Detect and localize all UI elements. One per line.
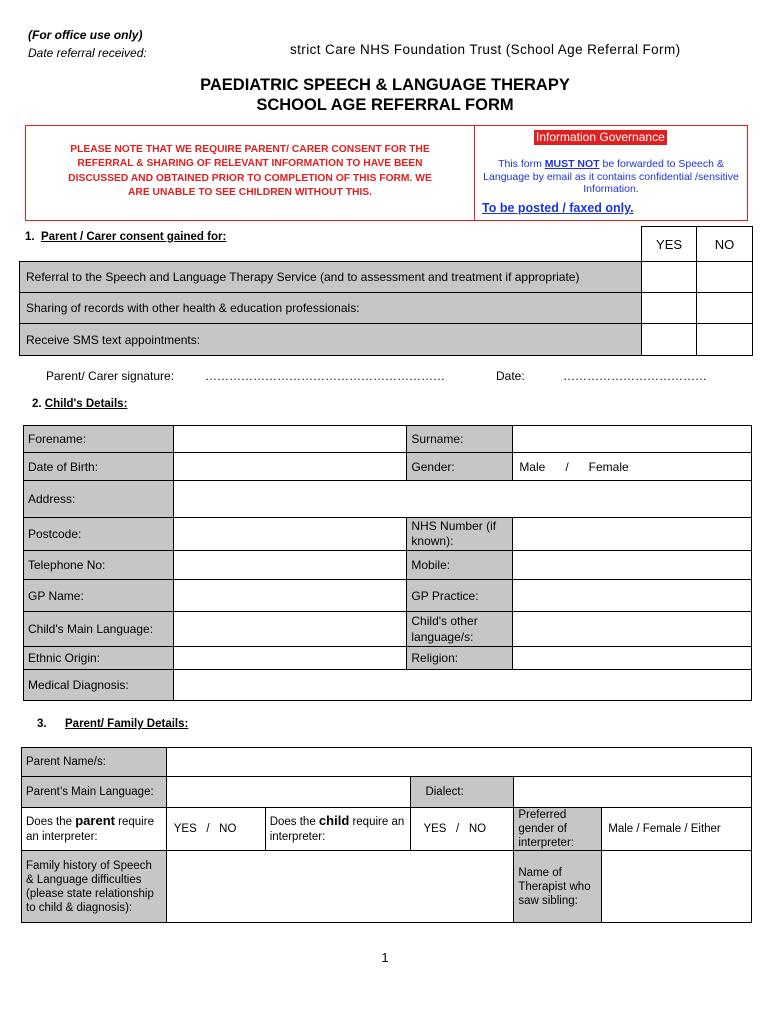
- religion-label: Religion:: [407, 647, 513, 670]
- parent-interpreter-yes-no[interactable]: YES / NO: [166, 808, 265, 851]
- gender-female[interactable]: Female: [588, 459, 629, 474]
- section-2-heading: [32, 398, 127, 410]
- religion-field[interactable]: [513, 647, 752, 670]
- forename-field[interactable]: [173, 426, 407, 453]
- section-number: 2.: [32, 398, 42, 410]
- section-title: Parent/ Family Details:: [65, 718, 189, 730]
- section-number: 1.: [25, 231, 35, 243]
- dialect-label: Dialect:: [411, 777, 514, 808]
- notice-line: REFERRAL & SHARING OF RELEVANT INFORMATION TO HAVE BEEN: [77, 158, 423, 170]
- gp-practice-label: GP Practice:: [407, 580, 513, 612]
- child-details-table: [23, 425, 752, 701]
- child-interpreter-question: [265, 808, 411, 851]
- main-language-label: Child's Main Language:: [24, 612, 174, 647]
- dialect-field[interactable]: [514, 777, 752, 808]
- main-language-field[interactable]: [173, 612, 407, 647]
- postcode-field[interactable]: [173, 518, 407, 551]
- ethnic-origin-field[interactable]: [173, 647, 407, 670]
- medical-diagnosis-label: Medical Diagnosis:: [24, 670, 174, 701]
- notice-line: DISCUSSED AND OBTAINED PRIOR TO COMPLETION OF THIS FORM. WE: [68, 172, 432, 184]
- consent-no-header: NO: [697, 227, 753, 262]
- gender-options[interactable]: [513, 453, 752, 481]
- question-text: require an interpreter:: [269, 816, 405, 843]
- notice-line: PLEASE NOTE THAT WE REQUIRE PARENT/ CARER CONSENT FOR THE: [70, 144, 430, 155]
- consent-sharing-yes-cell[interactable]: [642, 293, 697, 324]
- date-received-label: Date referral received:: [28, 46, 147, 60]
- medical-diagnosis-field[interactable]: [173, 670, 751, 701]
- family-details-table: [21, 747, 752, 923]
- mobile-label: Mobile:: [407, 551, 513, 580]
- parent-language-label: Parent’s Main Language:: [22, 777, 167, 808]
- nhs-number-field[interactable]: [513, 518, 752, 551]
- address-field[interactable]: [173, 481, 751, 518]
- other-language-label: Child's other language/s:: [407, 612, 513, 647]
- dob-field[interactable]: [173, 453, 407, 481]
- gender-label: Gender:: [407, 453, 513, 481]
- telephone-field[interactable]: [173, 551, 407, 580]
- ig-text-post: be forwarded to Speech & Language by email as it contains confidential /sensitive Information.: [483, 158, 739, 195]
- mobile-field[interactable]: [513, 551, 752, 580]
- consent-sms-label: Receive SMS text appointments:: [20, 324, 642, 356]
- info-governance-title: Information Governance: [536, 130, 665, 144]
- date-line[interactable]: ………………………………: [563, 369, 707, 383]
- ig-must-not: MUST NOT: [544, 158, 600, 170]
- parent-interpreter-question: [22, 808, 167, 851]
- notice-line: ARE UNABLE TO SEE CHILDREN WITHOUT THIS.: [127, 186, 373, 198]
- form-title-line1: PAEDIATRIC SPEECH & LANGUAGE THERAPY: [200, 76, 570, 94]
- surname-label: Surname:: [407, 426, 513, 453]
- gender-male[interactable]: Male: [519, 459, 546, 474]
- gender-separator: /: [565, 459, 569, 474]
- gp-practice-field[interactable]: [513, 580, 752, 612]
- signature-line[interactable]: ……………………………………………………: [205, 369, 445, 383]
- consent-sms-yes-cell[interactable]: [642, 324, 697, 356]
- parent-names-label: Parent Name/s:: [22, 748, 167, 777]
- consent-referral-label: Referral to the Speech and Language Therapy Service (and to assessment and treatment if appropriate): [20, 262, 642, 293]
- form-title-line2: SCHOOL AGE REFERRAL FORM: [256, 96, 514, 114]
- question-text: require an interpreter:: [26, 816, 154, 843]
- page-number: 1: [381, 950, 389, 965]
- surname-field[interactable]: [513, 426, 752, 453]
- dob-label: Date of Birth:: [24, 453, 174, 481]
- parent-language-field[interactable]: [166, 777, 411, 808]
- gp-name-field[interactable]: [173, 580, 407, 612]
- consent-referral-no-cell[interactable]: [697, 262, 753, 293]
- consent-notice-text: [36, 143, 464, 200]
- preferred-gender-options[interactable]: Male / Female / Either: [602, 808, 752, 851]
- signature-label: Parent/ Carer signature:: [46, 369, 175, 383]
- section-title: Parent / Carer consent gained for:: [40, 231, 227, 243]
- office-use-label: (For office use only): [28, 28, 143, 42]
- forename-label: Forename:: [24, 426, 174, 453]
- date-label: Date:: [496, 369, 525, 383]
- ig-text-pre: This form: [498, 158, 545, 170]
- consent-sharing-label: Sharing of records with other health & education professionals:: [20, 293, 642, 324]
- nhs-number-label: NHS Number (if known):: [407, 518, 513, 551]
- postcode-label: Postcode:: [24, 518, 174, 551]
- consent-yes-header: YES: [642, 227, 697, 262]
- section-number: 3.: [37, 718, 47, 730]
- notice-divider: [474, 125, 475, 221]
- section-title: Child's Details:: [44, 398, 128, 410]
- address-label: Address:: [24, 481, 174, 518]
- child-interpreter-yes-no[interactable]: YES / NO: [411, 808, 514, 851]
- family-history-field[interactable]: [166, 851, 514, 923]
- other-language-field[interactable]: [513, 612, 752, 647]
- question-text: Does the: [26, 816, 76, 828]
- parent-names-field[interactable]: [166, 748, 751, 777]
- question-emphasis: parent: [75, 813, 115, 828]
- question-emphasis: child: [318, 813, 350, 828]
- section-3-heading: [37, 718, 188, 730]
- consent-sms-no-cell[interactable]: [697, 324, 753, 356]
- consent-sharing-no-cell[interactable]: [697, 293, 753, 324]
- trust-name: strict Care NHS Foundation Trust (School Age Referral Form): [290, 42, 681, 57]
- question-text: Does the: [269, 816, 319, 828]
- gp-name-label: GP Name:: [24, 580, 174, 612]
- telephone-label: Telephone No:: [24, 551, 174, 580]
- posted-faxed-only: To be posted / faxed only.: [482, 201, 634, 215]
- info-governance-text: [480, 158, 742, 196]
- consent-table: [19, 226, 753, 356]
- preferred-gender-label: Preferred gender of interpreter:: [514, 808, 602, 851]
- family-history-label: Family history of Speech & Language difficulties (please state relationship to child & diagnosis):: [22, 851, 167, 923]
- consent-referral-yes-cell[interactable]: [642, 262, 697, 293]
- ethnic-origin-label: Ethnic Origin:: [24, 647, 174, 670]
- therapist-label: Name of Therapist who saw sibling:: [514, 851, 602, 923]
- therapist-field[interactable]: [602, 851, 752, 923]
